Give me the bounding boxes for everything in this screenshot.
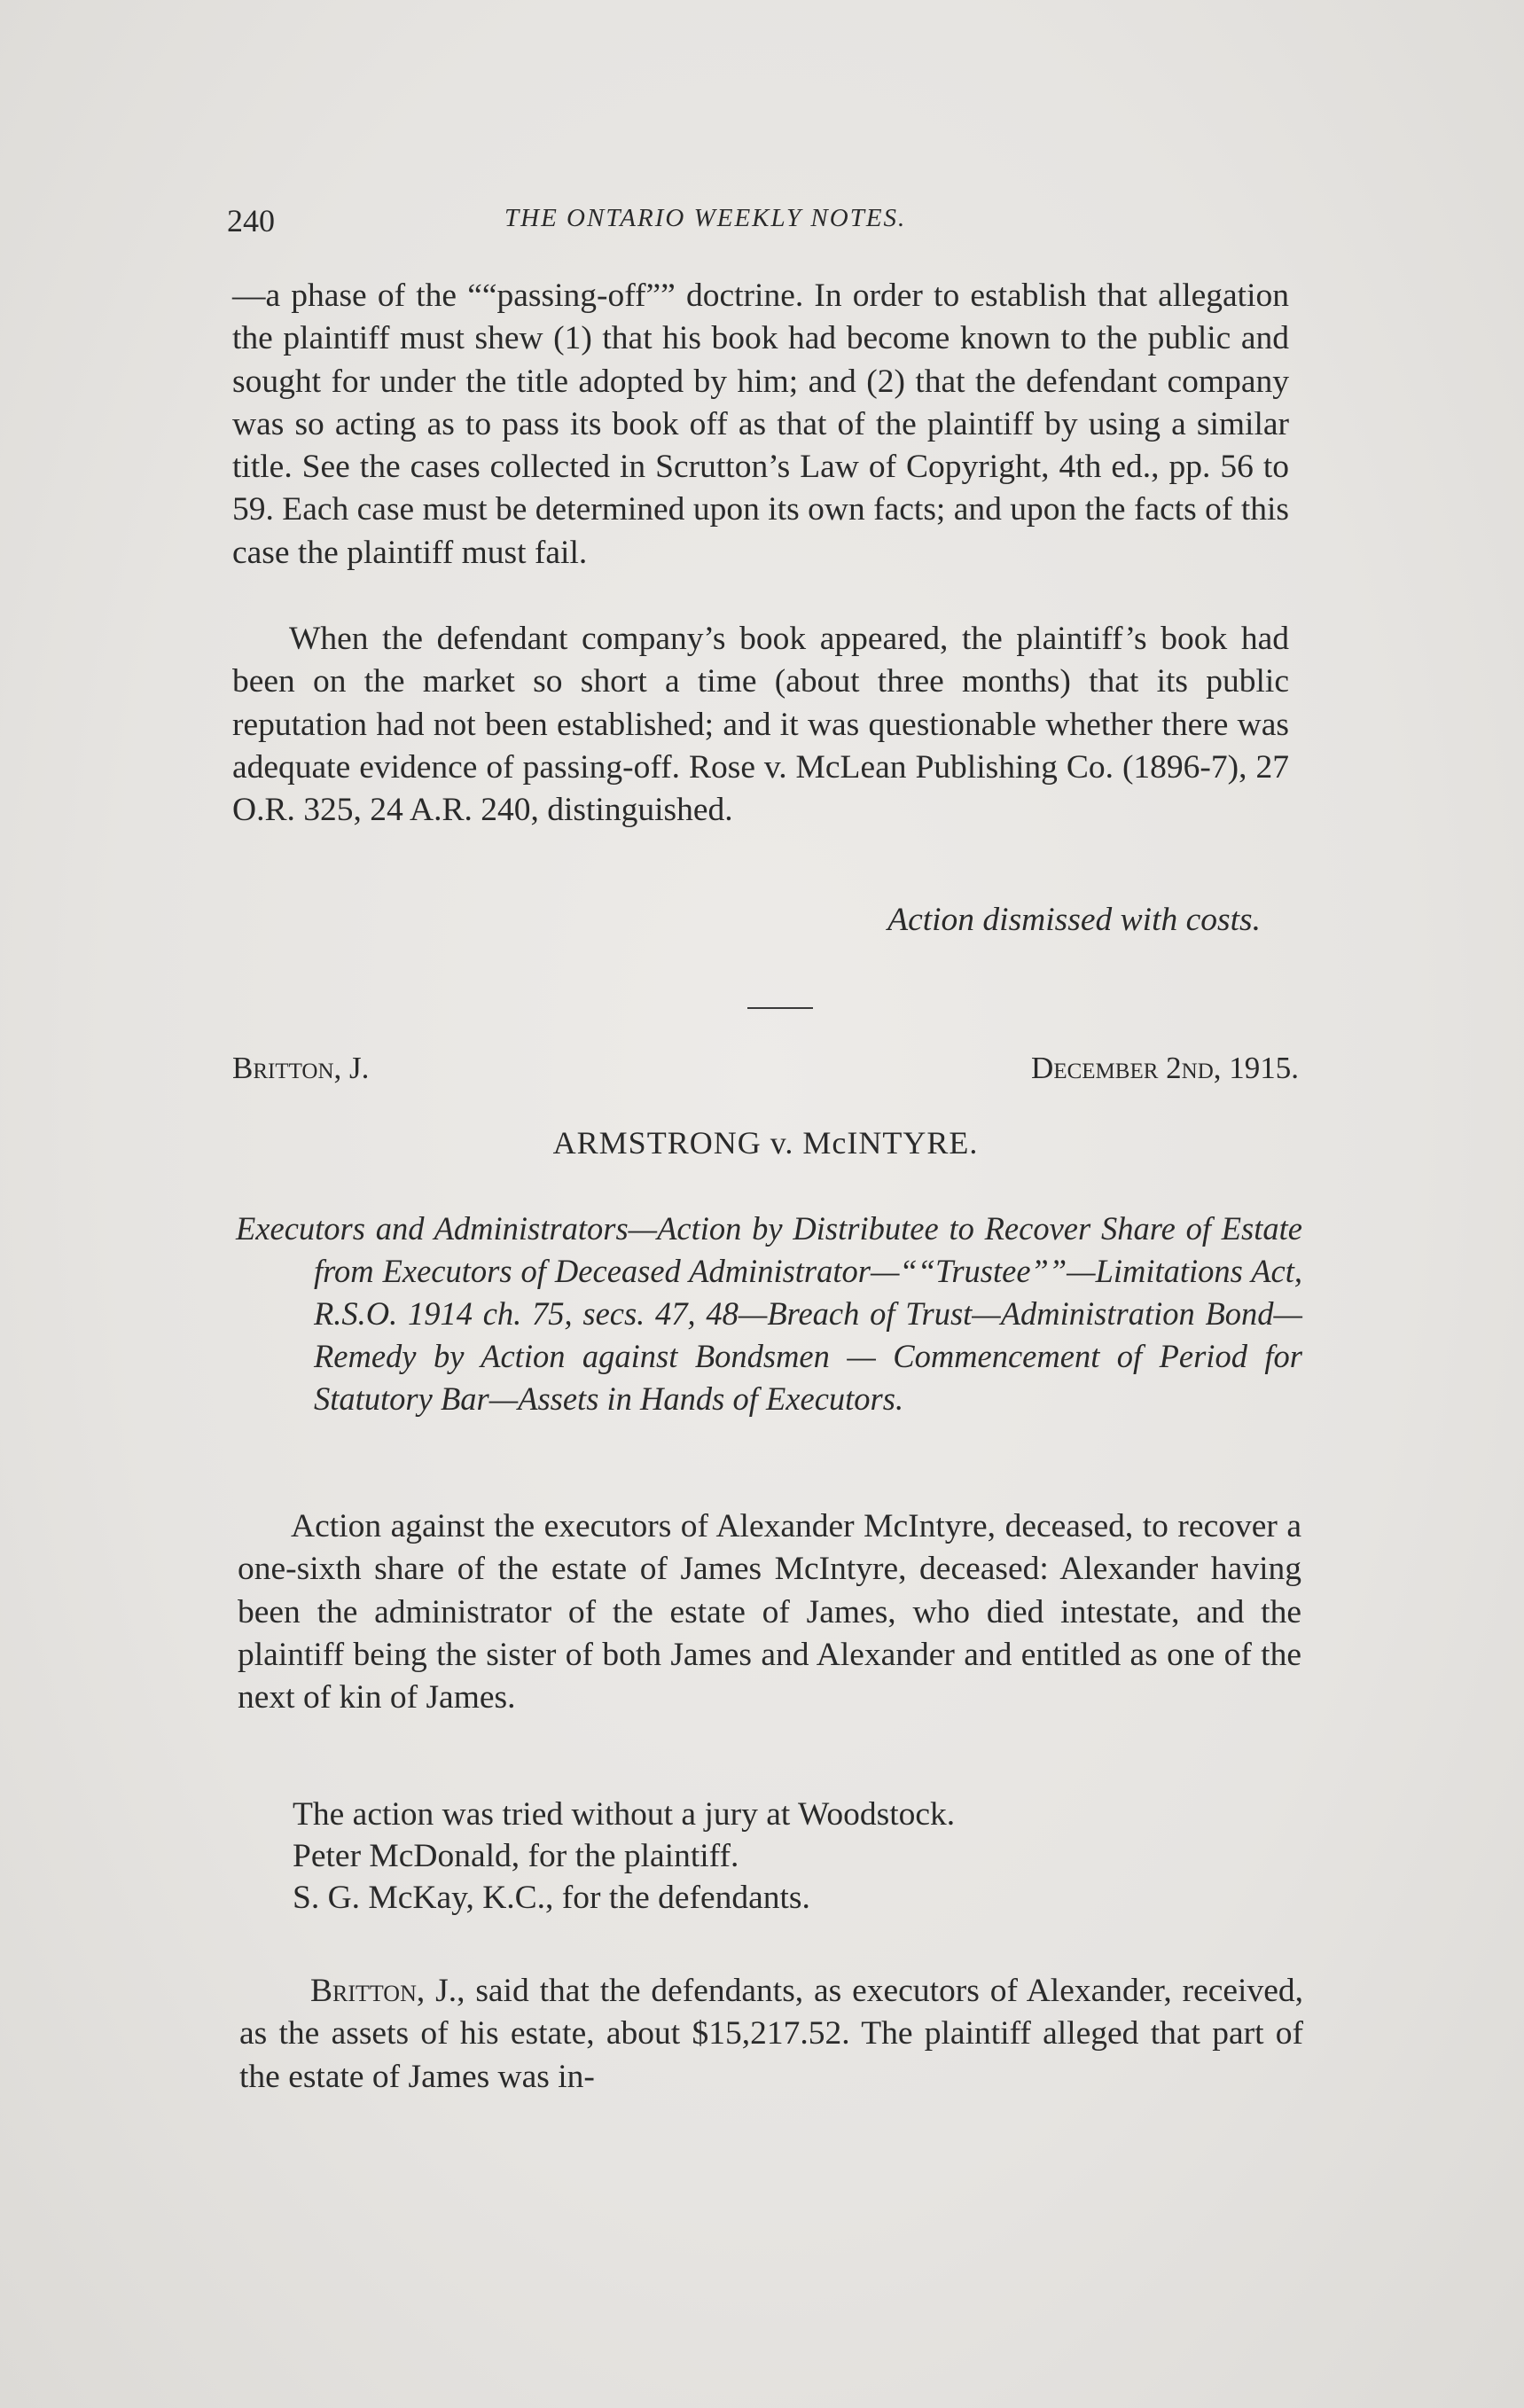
judgment-date: December 2nd, 1915. (1031, 1051, 1299, 1085)
plaintiff-counsel: Peter McDonald, for the plaintiff. (293, 1838, 739, 1874)
paragraph-judgment (239, 1970, 1303, 2099)
trial-details (293, 1794, 955, 1919)
judgment-line (232, 1051, 1299, 1095)
paragraph-defendant-book: When the defendant company’s book appeared, the plaintiff’s book had been on the market so short a time (about three months) that its public reputation had not been established; and it was questionable whether there was adequate evidence of passing-off. Rose v. McLean Publishing Co. (1896-7), 27 O.R. 325, 24 A.R. 240, distinguished. (232, 621, 1289, 829)
judge-name: Britton, J. (232, 1051, 370, 1085)
paragraph-passing-off: —a phase of the ““passing-off”” doctrine. In order to establish that allegation the plaintiff must shew (1) that his book had become known to the public and sought for under the title adopted by him; and (2) that the defendant company was so acting as to pass its book off as that of the plaintiff by using a similar title. See the cases collected in Scrutton’s Law of Copyright, 4th ed., pp. 56 to 59. Each case must be determined upon its own facts; and upon the facts of this case the plaintiff must fail. (232, 278, 1289, 571)
disposition: Action dismissed with costs. (887, 902, 1261, 938)
paragraph-action-summary: Action against the executors of Alexander McIntyre, deceased, to recover a one-sixth share of the estate of James McIntyre, deceased: Alexander having been the administrator of the estate of James, who died intestate, and the plaintiff being the sister of both James and Alexander and entitled as one of the next of kin of James. (238, 1508, 1301, 1716)
defendant-counsel: S. G. McKay, K.C., for the defendants. (293, 1880, 810, 1916)
judgment-judge-name: Britton, J. (310, 1973, 457, 2009)
section-divider (747, 1007, 813, 1009)
headnote: Executors and Administrators—Action by Distributee to Recover Share of Estate from Executors of Deceased Administrator—““Trustee””—Limitations Act, R.S.O. 1914 ch. 75, secs. 47, 48—Breach of Trust—Administration Bond—Remedy by Action against Bondsmen — Commencement of Period for Statutory Bar—Assets in Hands of Executors. (236, 1210, 1302, 1417)
case-title: ARMSTRONG v. McINTYRE. (552, 1125, 979, 1161)
trial-venue: The action was tried without a jury at Woodstock. (293, 1796, 956, 1833)
judgment-text: , said that the defendants, as executors of Alexander, received, as the assets of his estate, about $15,217.52. The plaintiff alleged that part of the estate of James was in- (239, 1973, 1303, 2095)
running-title: THE ONTARIO WEEKLY NOTES. (504, 204, 907, 232)
page-number: 240 (227, 203, 275, 238)
page-header (227, 202, 1291, 246)
